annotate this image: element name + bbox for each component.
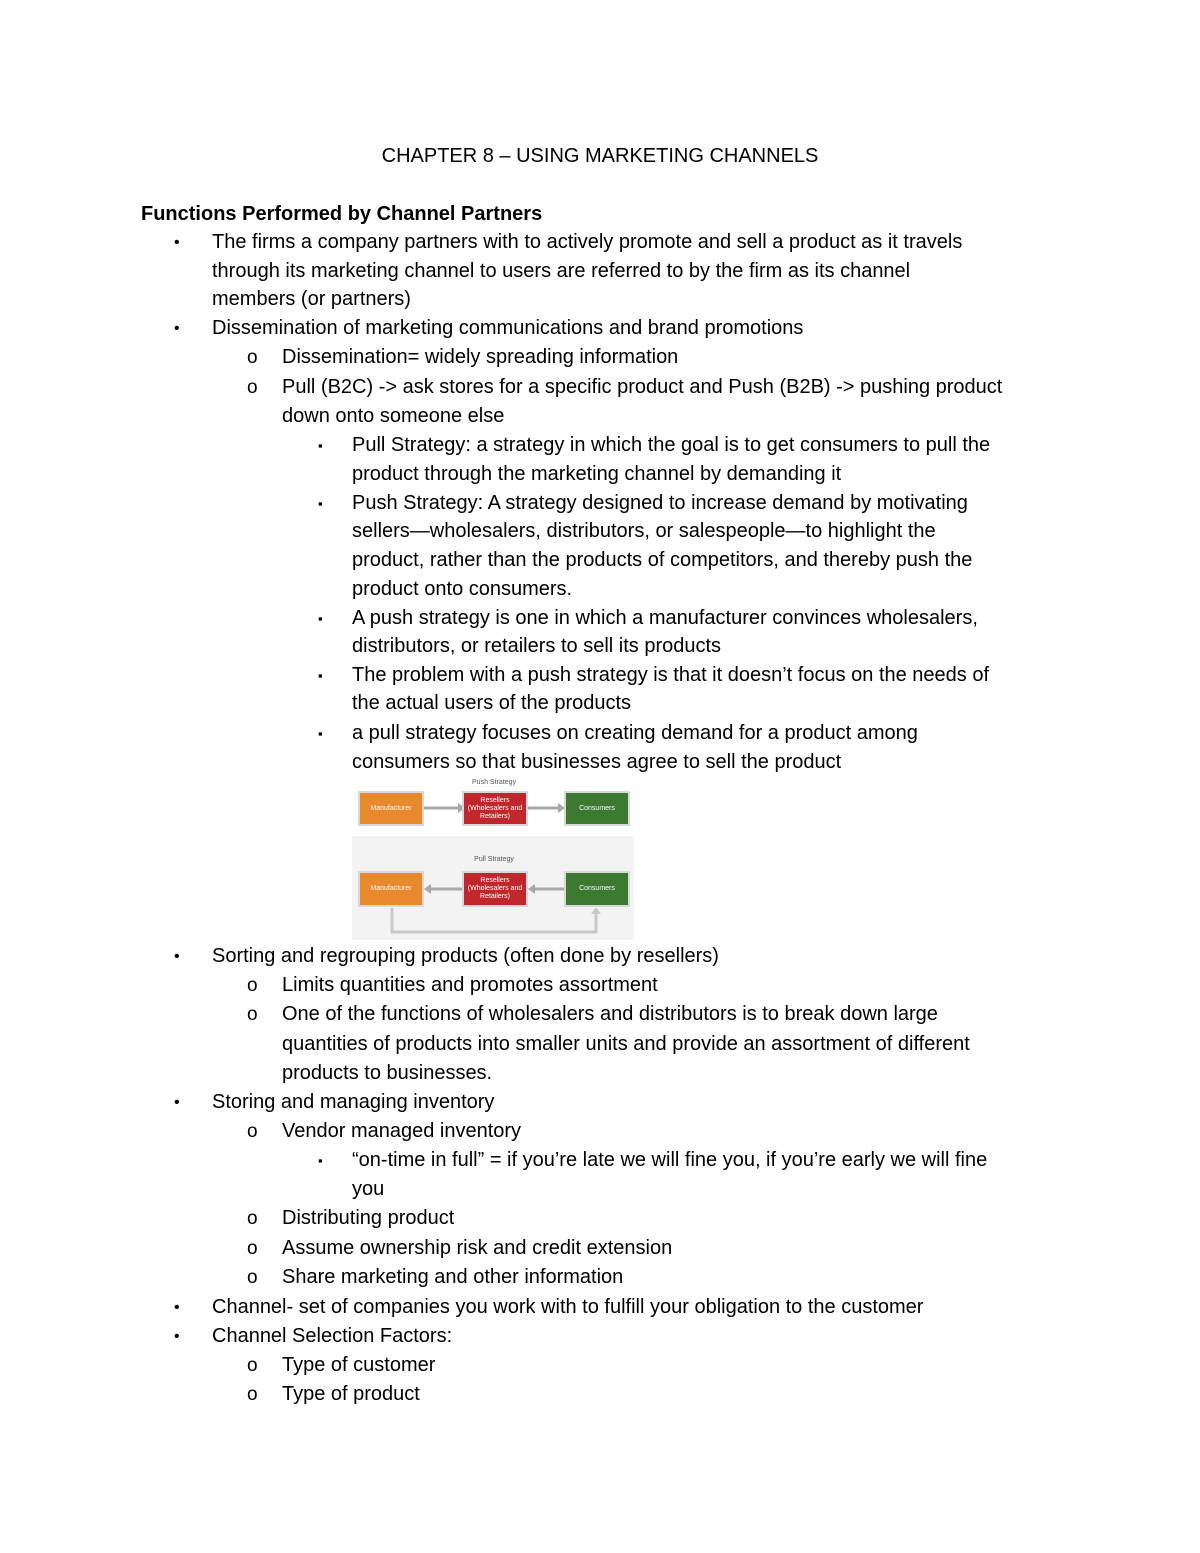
sub-list-item-continued: products to businesses. [282, 1062, 493, 1084]
pull-consumers-box: Consumers [564, 871, 630, 907]
sub-sub-list-item: Pull Strategy: a strategy in which the goal is to get consumers to pull the [352, 434, 991, 456]
bullet-marker: • [174, 1328, 180, 1345]
sub-bullet-marker: o [247, 1121, 258, 1142]
list-item: Channel- set of companies you work with to fulfill your obligation to the customer [212, 1296, 924, 1318]
sub-sub-list-item-continued: product through the marketing channel by demanding it [352, 463, 842, 485]
sub-sub-list-item-continued: distributors, or retailers to sell its products [352, 635, 722, 657]
sub-sub-bullet-marker: ▪ [318, 611, 323, 626]
pull-manufacturer-box: Manufacturer [358, 871, 424, 907]
list-item: The firms a company partners with to actively promote and sell a product as it travels [212, 231, 963, 253]
sub-sub-list-item: a pull strategy focuses on creating demand for a product among [352, 722, 918, 744]
push-pull-strategy-diagram [352, 774, 634, 940]
sub-sub-list-item: “on-time in full” = if you’re late we will fine you, if you’re early we will fine [352, 1149, 988, 1171]
section-heading: Functions Performed by Channel Partners [141, 203, 543, 225]
sub-list-item: Assume ownership risk and credit extension [282, 1237, 673, 1259]
sub-bullet-marker: o [247, 1267, 258, 1288]
push-resellers-box: Resellers (Wholesalers and Retailers) [462, 791, 528, 826]
bullet-marker: • [174, 1094, 180, 1111]
sub-list-item: Vendor managed inventory [282, 1120, 522, 1142]
sub-sub-list-item-continued: you [352, 1178, 385, 1200]
push-strategy-caption: Push Strategy [472, 779, 516, 786]
sub-list-item: Type of product [282, 1383, 420, 1405]
pull-resellers-box: Resellers (Wholesalers and Retailers) [462, 871, 528, 907]
sub-sub-list-item-continued: the actual users of the products [352, 692, 632, 714]
bullet-marker: • [174, 948, 180, 965]
sub-sub-list-item: Push Strategy: A strategy designed to increase demand by motivating [352, 492, 968, 514]
sub-list-item: Share marketing and other information [282, 1266, 624, 1288]
list-item-continued: through its marketing channel to users are referred to by the firm as its channel [212, 260, 911, 282]
sub-list-item: Pull (B2C) -> ask stores for a specific product and Push (B2B) -> pushing product [282, 376, 1003, 398]
push-consumers-box: Consumers [564, 791, 630, 826]
sub-sub-bullet-marker: ▪ [318, 726, 323, 741]
sub-bullet-marker: o [247, 1238, 258, 1259]
bullet-marker: • [174, 234, 180, 251]
sub-sub-list-item-continued: product, rather than the products of competitors, and thereby push the [352, 549, 973, 571]
sub-bullet-marker: o [247, 1004, 258, 1025]
sub-bullet-marker: o [247, 975, 258, 996]
sub-list-item: Distributing product [282, 1207, 455, 1229]
sub-sub-list-item: The problem with a push strategy is that it doesn’t focus on the needs of [352, 664, 990, 686]
list-item: Storing and managing inventory [212, 1091, 495, 1113]
list-item-continued: members (or partners) [212, 288, 411, 310]
list-item: Channel Selection Factors: [212, 1325, 453, 1347]
sub-sub-bullet-marker: ▪ [318, 668, 323, 683]
sub-bullet-marker: o [247, 1384, 258, 1405]
sub-sub-bullet-marker: ▪ [318, 1153, 323, 1168]
push-manufacturer-box: Manufacturer [358, 791, 424, 826]
sub-sub-list-item-continued: sellers—wholesalers, distributors, or salespeople—to highlight the [352, 520, 936, 542]
sub-sub-list-item: A push strategy is one in which a manufacturer convinces wholesalers, [352, 607, 978, 629]
sub-bullet-marker: o [247, 347, 258, 368]
page-title: CHAPTER 8 – USING MARKETING CHANNELS [381, 145, 819, 167]
sub-list-item: Dissemination= widely spreading information [282, 346, 679, 368]
bullet-marker: • [174, 320, 180, 337]
sub-list-item-continued: quantities of products into smaller units and provide an assortment of different [282, 1033, 970, 1055]
sub-sub-list-item-continued: consumers so that businesses agree to sell the product [352, 751, 842, 773]
sub-list-item: One of the functions of wholesalers and distributors is to break down large [282, 1003, 938, 1025]
sub-sub-bullet-marker: ▪ [318, 438, 323, 453]
sub-sub-list-item-continued: product onto consumers. [352, 578, 573, 600]
list-item: Sorting and regrouping products (often done by resellers) [212, 945, 719, 967]
sub-sub-bullet-marker: ▪ [318, 496, 323, 511]
list-item: Dissemination of marketing communications and brand promotions [212, 317, 804, 339]
bullet-marker: • [174, 1299, 180, 1316]
sub-list-item: Limits quantities and promotes assortment [282, 974, 658, 996]
sub-bullet-marker: o [247, 1208, 258, 1229]
sub-bullet-marker: o [247, 1355, 258, 1376]
sub-bullet-marker: o [247, 377, 258, 398]
pull-strategy-caption: Pull Strategy [474, 856, 514, 863]
sub-list-item: Type of customer [282, 1354, 436, 1376]
sub-list-item-continued: down onto someone else [282, 405, 505, 427]
